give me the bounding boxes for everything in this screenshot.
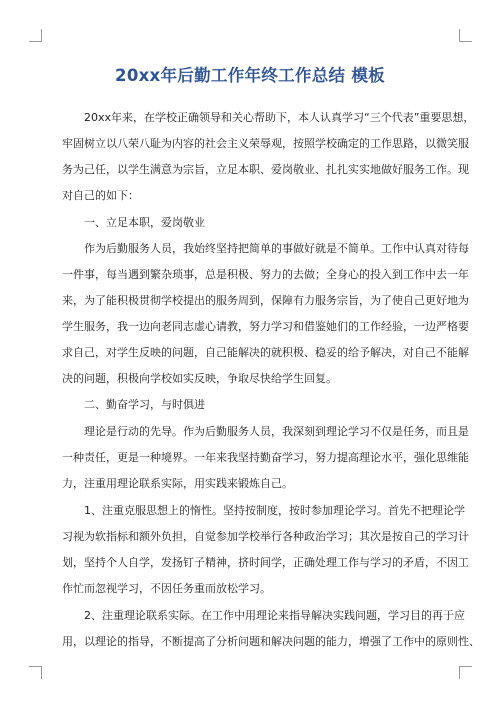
paragraph-line: 一种责任，更是一种境界。一年来我坚持勤奋学习，努力提高理论水平，强化思维能 (62, 451, 469, 464)
paragraph-line: 对自己的如下： (62, 189, 139, 202)
paragraph-line: 求自己，对学生反映的问题，自己能解决的就积极、稳妥的给予解决，对自己不能解 (62, 346, 469, 359)
paragraph-line: 划，坚持个人自学，发扬钉子精神，挤时间学，正确处理工作与学习的矛盾，不因工 (62, 556, 469, 569)
crop-mark-top-left (29, 29, 42, 42)
crop-mark-top-right (459, 29, 472, 42)
paragraph-line: 牢固树立以八荣八耻为内容的社会主义荣辱观，按照学校确定的工作思路，以微笑服 (62, 137, 469, 150)
paragraph-line: 务为己任，以学生满意为宗旨，立足本职、爱岗敬业、扎扎实实地做好服务工作。现 (62, 163, 469, 176)
paragraph-line: 一、立足本职，爱岗敬业 (84, 216, 205, 229)
document-title: 20xx年后勤工作年终工作总结 模板 (115, 66, 385, 85)
paragraph-line: 作忙而忽视学习，不因任务重而放松学习。 (62, 582, 271, 595)
paragraph-line: 一件事，每当遇到繁杂琐事，总是积极、努力的去做；全身心的投入到工作中去一年 (62, 268, 469, 281)
paragraph-line: 来，为了能积极贯彻学校提出的服务周到，保障有力服务宗旨，为了使自己更好地为 (62, 294, 469, 307)
paragraph-line: 2、注重理论联系实际。在工作中用理论来指导解决实践问题，学习目的再于应 (84, 609, 465, 622)
paragraph-line: 学生服务，我一边向老同志虚心请教，努力学习和借鉴她们的工作经验，一边严格要 (62, 320, 469, 333)
paragraph-line: 20xx年来，在学校正确领导和关心帮助下，本人认真学习“三个代表”重要思想， (84, 111, 475, 124)
paragraph-line: 理论是行动的先导。作为后勤服务人员，我深刻到理论学习不仅是任务，而且是 (84, 425, 469, 438)
paragraph-line: 决的问题，积极向学校如实反映，争取尽快给学生回复。 (62, 372, 337, 385)
paragraph-line: 习视为软指标和额外负担，自觉参加学校举行各种政治学习；其次是按自己的学习计 (62, 530, 469, 543)
paragraph-line: 1、注重克服思想上的惰性。坚持按制度，按时参加理论学习。首先不把理论学 (84, 504, 465, 517)
paragraph-line: 二、勤奋学习，与时俱进 (84, 398, 205, 411)
paragraph-line: 力，注重用理论联系实际，用实践来锻炼自己。 (62, 477, 293, 490)
paragraph-line: 用，以理论的指导，不断提高了分析问题和解决问题的能力，增强了工作中的原则性、 (62, 635, 480, 648)
paragraph-line: 作为后勤服务人员，我始终坚持把简单的事做好就是不简单。工作中认真对待每 (84, 242, 469, 255)
crop-mark-bottom-left (29, 666, 42, 679)
crop-mark-bottom-right (459, 666, 472, 679)
